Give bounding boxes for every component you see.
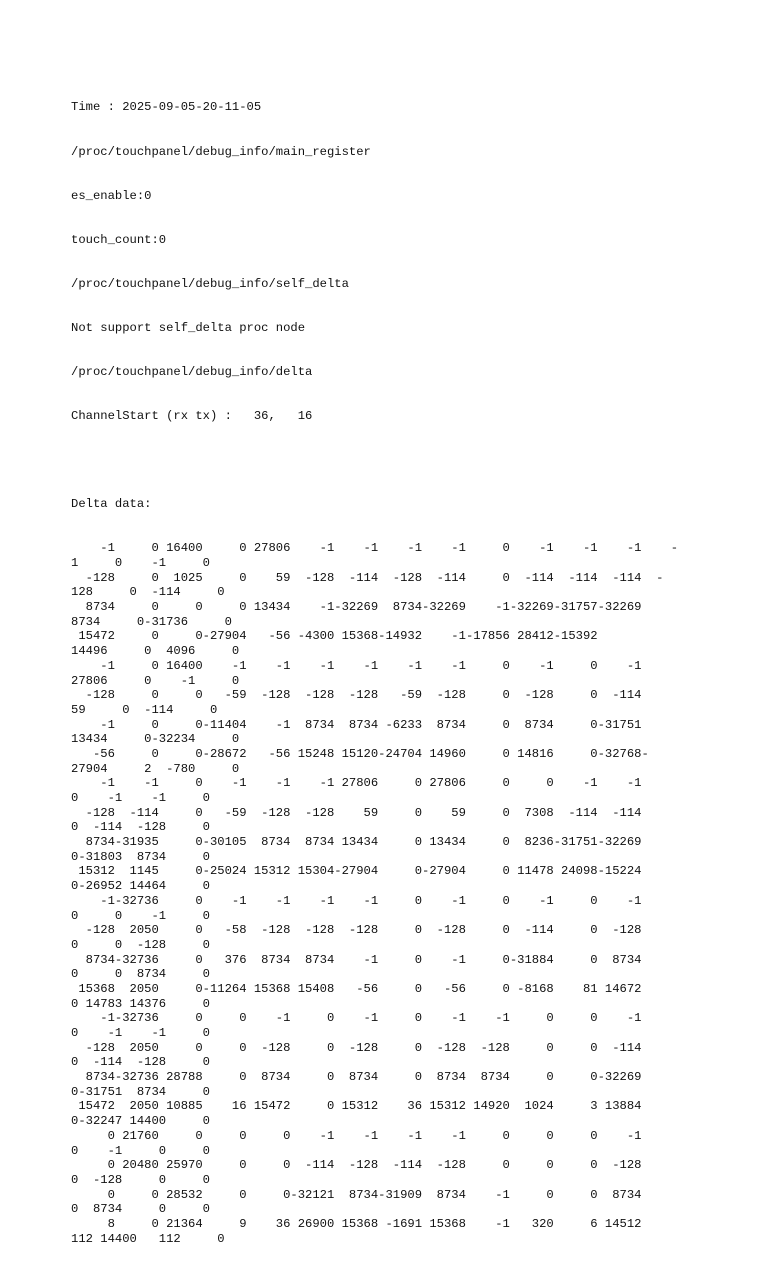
delta-data-line: 8734 0-31736 0 xyxy=(71,614,232,629)
delta-data-line: 0 -1 -1 0 xyxy=(71,1026,210,1041)
delta-data-line: -1-32736 0 -1 -1 -1 -1 0 -1 0 -1 0 -1 xyxy=(71,893,642,908)
delta-data-line: 13434 0-32234 0 xyxy=(71,732,240,747)
delta-data-line: -1 0 0-11404 -1 8734 8734 -6233 8734 0 8734 0-31751 xyxy=(71,717,642,732)
delta-data-line: -1 0 16400 -1 -1 -1 -1 -1 -1 0 -1 0 -1 xyxy=(71,658,642,673)
delta-data-line: 27806 0 -1 0 xyxy=(71,673,240,688)
delta-data-line: 0 0 -1 0 xyxy=(71,908,210,923)
delta-data-line: -128 -114 0 -59 -128 -128 59 0 59 0 7308 -114 -114 xyxy=(71,805,642,820)
timestamp-line: Time : 2025-09-05-20-11-05 xyxy=(71,100,262,115)
blank-line xyxy=(71,453,761,468)
touch-count-line: touch_count:0 xyxy=(71,232,167,247)
delta-data-line: 59 0 -114 0 xyxy=(71,702,218,717)
delta-data-line: -1-32736 0 0 -1 0 -1 0 -1 -1 0 0 -1 xyxy=(71,1011,642,1026)
delta-data-line: 15472 2050 10885 16 15472 0 15312 36 15312 14920 1024 3 13884 xyxy=(71,1099,642,1114)
delta-data-line: 0 21760 0 0 0 -1 -1 -1 -1 0 0 0 -1 xyxy=(71,1128,642,1143)
es-enable-line: es_enable:0 xyxy=(71,188,152,203)
delta-data-line: 1 0 -1 0 xyxy=(71,556,210,571)
delta-data-block xyxy=(71,541,761,1246)
delta-data-line: -128 0 0 -59 -128 -128 -128 -59 -128 0 -128 0 -114 xyxy=(71,688,642,703)
delta-data-line: 0 0 -128 0 xyxy=(71,937,210,952)
delta-data-line: -128 2050 0 -58 -128 -128 -128 0 -128 0 -114 0 -128 xyxy=(71,923,642,938)
delta-data-line: -56 0 0-28672 -56 15248 15120-24704 14960 0 14816 0-32768- xyxy=(71,746,649,761)
delta-data-line: 0 0 28532 0 0-32121 8734-31909 8734 -1 0 0 8734 xyxy=(71,1187,642,1202)
delta-data-line: -1 -1 0 -1 -1 -1 27806 0 27806 0 0 -1 -1 xyxy=(71,776,642,791)
delta-data-line: 0-26952 14464 0 xyxy=(71,879,210,894)
delta-data-line: 15472 0 0-27904 -56 -4300 15368-14932 -1-17856 28412-15392 xyxy=(71,629,598,644)
delta-data-line: 0-32247 14400 0 xyxy=(71,1114,210,1129)
main-register-path: /proc/touchpanel/debug_info/main_register xyxy=(71,144,371,159)
channel-start-line: ChannelStart (rx tx) : 36, 16 xyxy=(71,409,313,424)
delta-data-line: 0 -1 0 0 xyxy=(71,1143,210,1158)
delta-data-line: 0 20480 25970 0 0 -114 -128 -114 -128 0 0 0 -128 xyxy=(71,1158,642,1173)
delta-data-line: 8734-32736 0 376 8734 8734 -1 0 -1 0-31884 0 8734 xyxy=(71,952,642,967)
delta-data-line: -128 2050 0 0 -128 0 -128 0 -128 -128 0 0 -114 xyxy=(71,1040,642,1055)
delta-data-line: 0 -114 -128 0 xyxy=(71,1055,210,1070)
delta-data-line: 27904 2 -780 0 xyxy=(71,761,240,776)
delta-data-line: 0-31803 8734 0 xyxy=(71,849,210,864)
debug-log-document xyxy=(71,71,761,1261)
delta-data-line: 0 -128 0 0 xyxy=(71,1172,210,1187)
delta-data-line: 15368 2050 0-11264 15368 15408 -56 0 -56 0 -8168 81 14672 xyxy=(71,981,642,996)
delta-data-line: 0 -114 -128 0 xyxy=(71,820,210,835)
delta-data-line: 15312 1145 0-25024 15312 15304-27904 0-27904 0 11478 24098-15224 xyxy=(71,864,642,879)
delta-data-line: 14496 0 4096 0 xyxy=(71,644,240,659)
delta-data-line: 0 14783 14376 0 xyxy=(71,996,210,1011)
delta-data-line: 128 0 -114 0 xyxy=(71,585,225,600)
delta-path: /proc/touchpanel/debug_info/delta xyxy=(71,364,313,379)
delta-data-line: -1 0 16400 0 27806 -1 -1 -1 -1 0 -1 -1 -1 - xyxy=(71,541,679,556)
delta-data-line: -128 0 1025 0 59 -128 -114 -128 -114 0 -114 -114 -114 - xyxy=(71,570,664,585)
delta-data-line: 0-31751 8734 0 xyxy=(71,1084,210,1099)
delta-data-line: 0 8734 0 0 xyxy=(71,1202,210,1217)
delta-data-line: 112 14400 112 0 xyxy=(71,1231,225,1246)
delta-data-line: 8734-32736 28788 0 8734 0 8734 0 8734 8734 0 0-32269 xyxy=(71,1070,642,1085)
self-delta-message: Not support self_delta proc node xyxy=(71,320,306,335)
delta-data-line: 8734 0 0 0 13434 -1-32269 8734-32269 -1-32269-31757-32269 xyxy=(71,600,642,615)
delta-data-line: 0 -1 -1 0 xyxy=(71,791,210,806)
delta-data-line: 0 0 8734 0 xyxy=(71,967,210,982)
delta-data-line: 8 0 21364 9 36 26900 15368 -1691 15368 -1 320 6 14512 xyxy=(71,1216,642,1231)
self-delta-path: /proc/touchpanel/debug_info/self_delta xyxy=(71,276,349,291)
delta-data-line: 8734-31935 0-30105 8734 8734 13434 0 13434 0 8236-31751-32269 xyxy=(71,835,642,850)
delta-data-label: Delta data: xyxy=(71,497,152,512)
